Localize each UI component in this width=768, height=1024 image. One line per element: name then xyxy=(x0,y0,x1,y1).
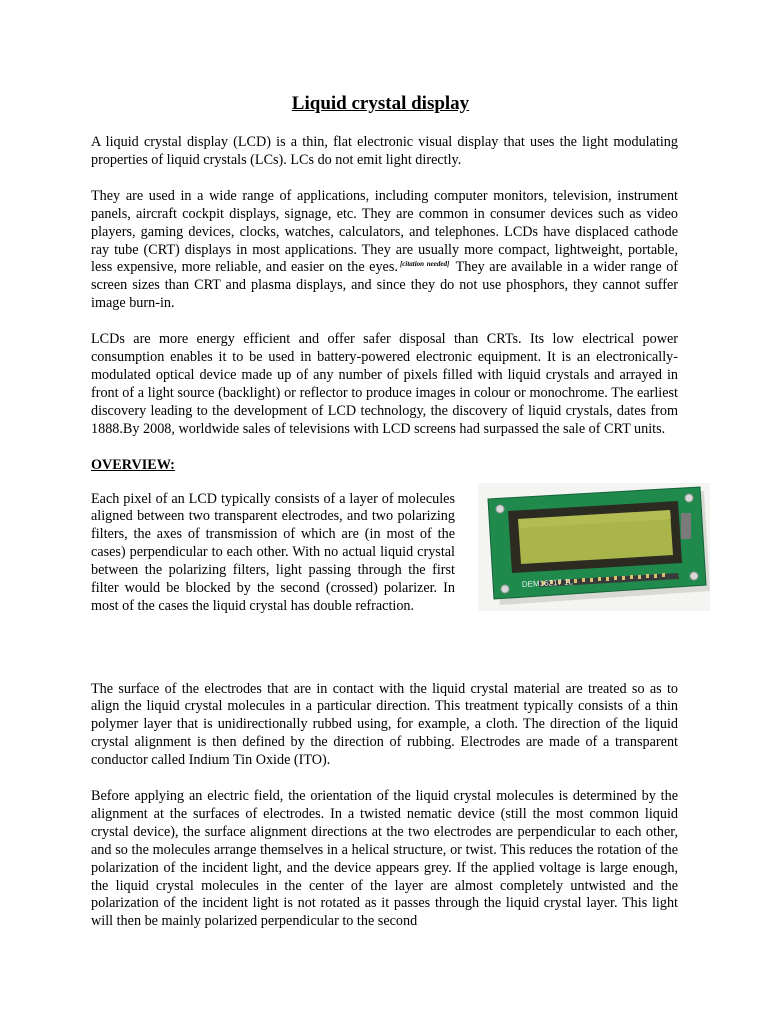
paragraph-applications-part2: They are available in a wider range of screen sizes than CRT and plasma displays, and since they do not use phosphors, they cannot suffer image burn-in. xyxy=(91,259,679,312)
citation-needed-note: [citation needed] xyxy=(399,259,450,268)
pcb-silkscreen-label: DEM16217 1L xyxy=(521,576,574,589)
document-page xyxy=(91,92,678,949)
overview-heading: OVERVIEW: xyxy=(91,456,175,473)
mounting-hole xyxy=(685,494,693,502)
mounting-hole xyxy=(496,505,504,513)
overview-section xyxy=(91,491,678,661)
paragraph-intro: A liquid crystal display (LCD) is a thin, flat electronic visual display that uses the light modulating properties of liquid crystals (LCs). LCs do not emit light directly. xyxy=(91,134,678,168)
backlight-connector xyxy=(681,513,691,539)
lcd-module-photo xyxy=(478,483,710,611)
paragraph-efficiency: LCDs are more energy efficient and offer safer disposal than CRTs. Its low electrical power consumption enables it to be used in battery-powered electronic equipment. It is an electronically-modulated optical device made up of any number of pixels filled with liquid crystals and arrayed in front of a light source (backlight) or reflector to produce images in colour or monochrome. The earliest discovery leading to the development of LCD technology, the discovery of liquid crystals, dates from 1888.By 2008, worldwide sales of televisions with LCD screens had surpassed the sale of CRT units. xyxy=(91,331,678,437)
paragraph-electrodes: The surface of the electrodes that are in contact with the liquid crystal material are treated so as to align the liquid crystal molecules in a particular direction. This treatment typically consists of a thin polymer layer that is unidirectionally rubbed using, for example, a cloth. The direction of the liquid crystal alignment is then defined by the direction of rubbing. Electrodes are made of a transparent conductor called Indium Tin Oxide (ITO). xyxy=(91,680,678,769)
paragraph-twisted-nematic: Before applying an electric field, the orientation of the liquid crystal molecules is determined by the alignment at the surfaces of electrodes. In a twisted nematic device (still the most common liquid crystal device), the surface alignment directions at the two electrodes are perpendicular to each other, and so the molecules arrange themselves in a helical structure, or twist. This reduces the rotation of the polarization of the incident light, and the device appears grey. If the applied voltage is large enough, the liquid crystal molecules in the center of the layer are almost completely untwisted and the polarization of the incident light is not rotated as it passes through the liquid crystal layer. This light will then be mainly polarized perpendicular to the second xyxy=(91,788,678,930)
page-title: Liquid crystal display xyxy=(291,93,470,114)
paragraph-applications xyxy=(91,188,678,313)
paragraph-applications-part1: They are used in a wide range of applications, including computer monitors, television, instrument panels, aircraft cockpit displays, signage, etc. They are common in consumer devices such as video players, gaming devices, clocks, watches, calculators, and telephones. LCDs have displaced cathode ray tube (CRT) displays in most applications. They are usually more compact, lightweight, portable, less expensive, more reliable, and easier on the eyes. xyxy=(91,187,678,276)
mounting-hole xyxy=(690,572,698,580)
mounting-hole xyxy=(501,585,509,593)
overview-paragraph: Each pixel of an LCD typically consists of a layer of molecules aligned between two transparent electrodes, and two polarizing filters, the axes of transmission of which are (in most of the cases) perpendicular to each other. With no actual liquid crystal between the polarizing filters, light passing through the first filter would be blocked by the second (crossed) polarizer. In most of the cases the liquid crystal has double refraction. xyxy=(91,490,455,614)
